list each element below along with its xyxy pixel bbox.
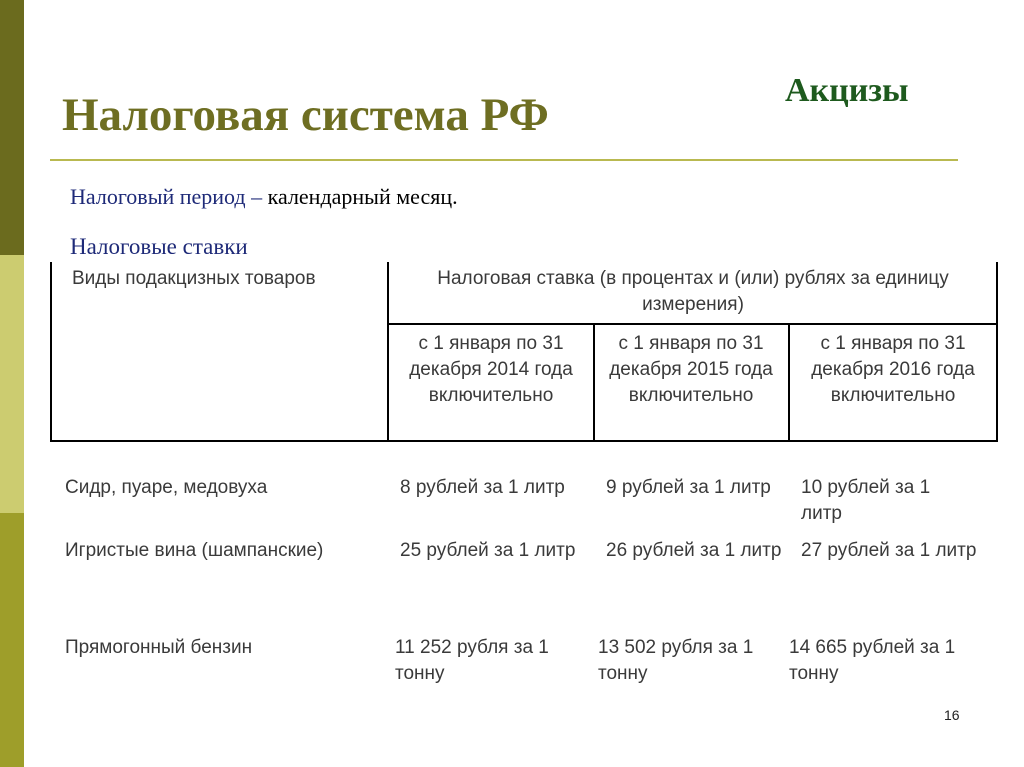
table-header-2015: с 1 января по 31 декабря 2015 года включительно	[609, 333, 773, 406]
row-cider-name: Сидр, пуаре, медовуха	[65, 477, 268, 498]
tax-rates-label: Налоговые ставки	[70, 234, 248, 259]
tax-period	[70, 184, 458, 210]
row-gasoline-rate-2015: 13 502 рубля за 1 тонну	[598, 637, 754, 684]
table-header-rate: Налоговая ставка (в процентах и (или) рублях за единицу измерения)	[437, 268, 949, 315]
table-left-border	[50, 262, 52, 442]
row-wine-rate-2014: 25 рублей за 1 литр	[400, 540, 576, 561]
table-divider-col1	[387, 262, 389, 442]
row-wine-rate-2015: 26 рублей за 1 литр	[606, 540, 782, 561]
row-wine-name: Игристые вина (шампанские)	[65, 540, 324, 561]
table-right-border	[996, 262, 998, 442]
side-bar-bottom	[0, 513, 24, 767]
page-number: 16	[944, 707, 960, 723]
table-header-2014: с 1 января по 31 декабря 2014 года включительно	[409, 333, 573, 406]
table-header-goods: Виды подакцизных товаров	[72, 268, 316, 289]
side-bar-middle	[0, 255, 24, 513]
row-cider-rate-2015: 9 рублей за 1 литр	[606, 477, 771, 498]
row-cider-rate-2016: 10 рублей за 1 литр	[801, 477, 931, 524]
side-bar-top	[0, 0, 24, 255]
row-cider-rate-2014: 8 рублей за 1 литр	[400, 477, 565, 498]
row-gasoline-name: Прямогонный бензин	[65, 637, 253, 658]
title-divider	[50, 159, 958, 161]
row-gasoline-rate-2016: 14 665 рублей за 1 тонну	[789, 637, 956, 684]
table-bottom-border	[50, 440, 998, 442]
slide-subtitle: Акцизы	[785, 72, 909, 109]
table-group-rule	[387, 323, 998, 325]
row-gasoline-rate-2014: 11 252 рубля за 1 тонну	[395, 637, 549, 684]
table-divider-col3	[788, 323, 790, 442]
table-divider-col2	[593, 323, 595, 442]
row-wine-rate-2016: 27 рублей за 1 литр	[801, 540, 977, 561]
table-header-2016: с 1 января по 31 декабря 2016 года включительно	[811, 333, 975, 406]
tax-period-value: календарный месяц.	[262, 184, 458, 209]
slide-title: Налоговая система РФ	[62, 89, 549, 141]
tax-period-term: Налоговый период –	[70, 184, 263, 209]
